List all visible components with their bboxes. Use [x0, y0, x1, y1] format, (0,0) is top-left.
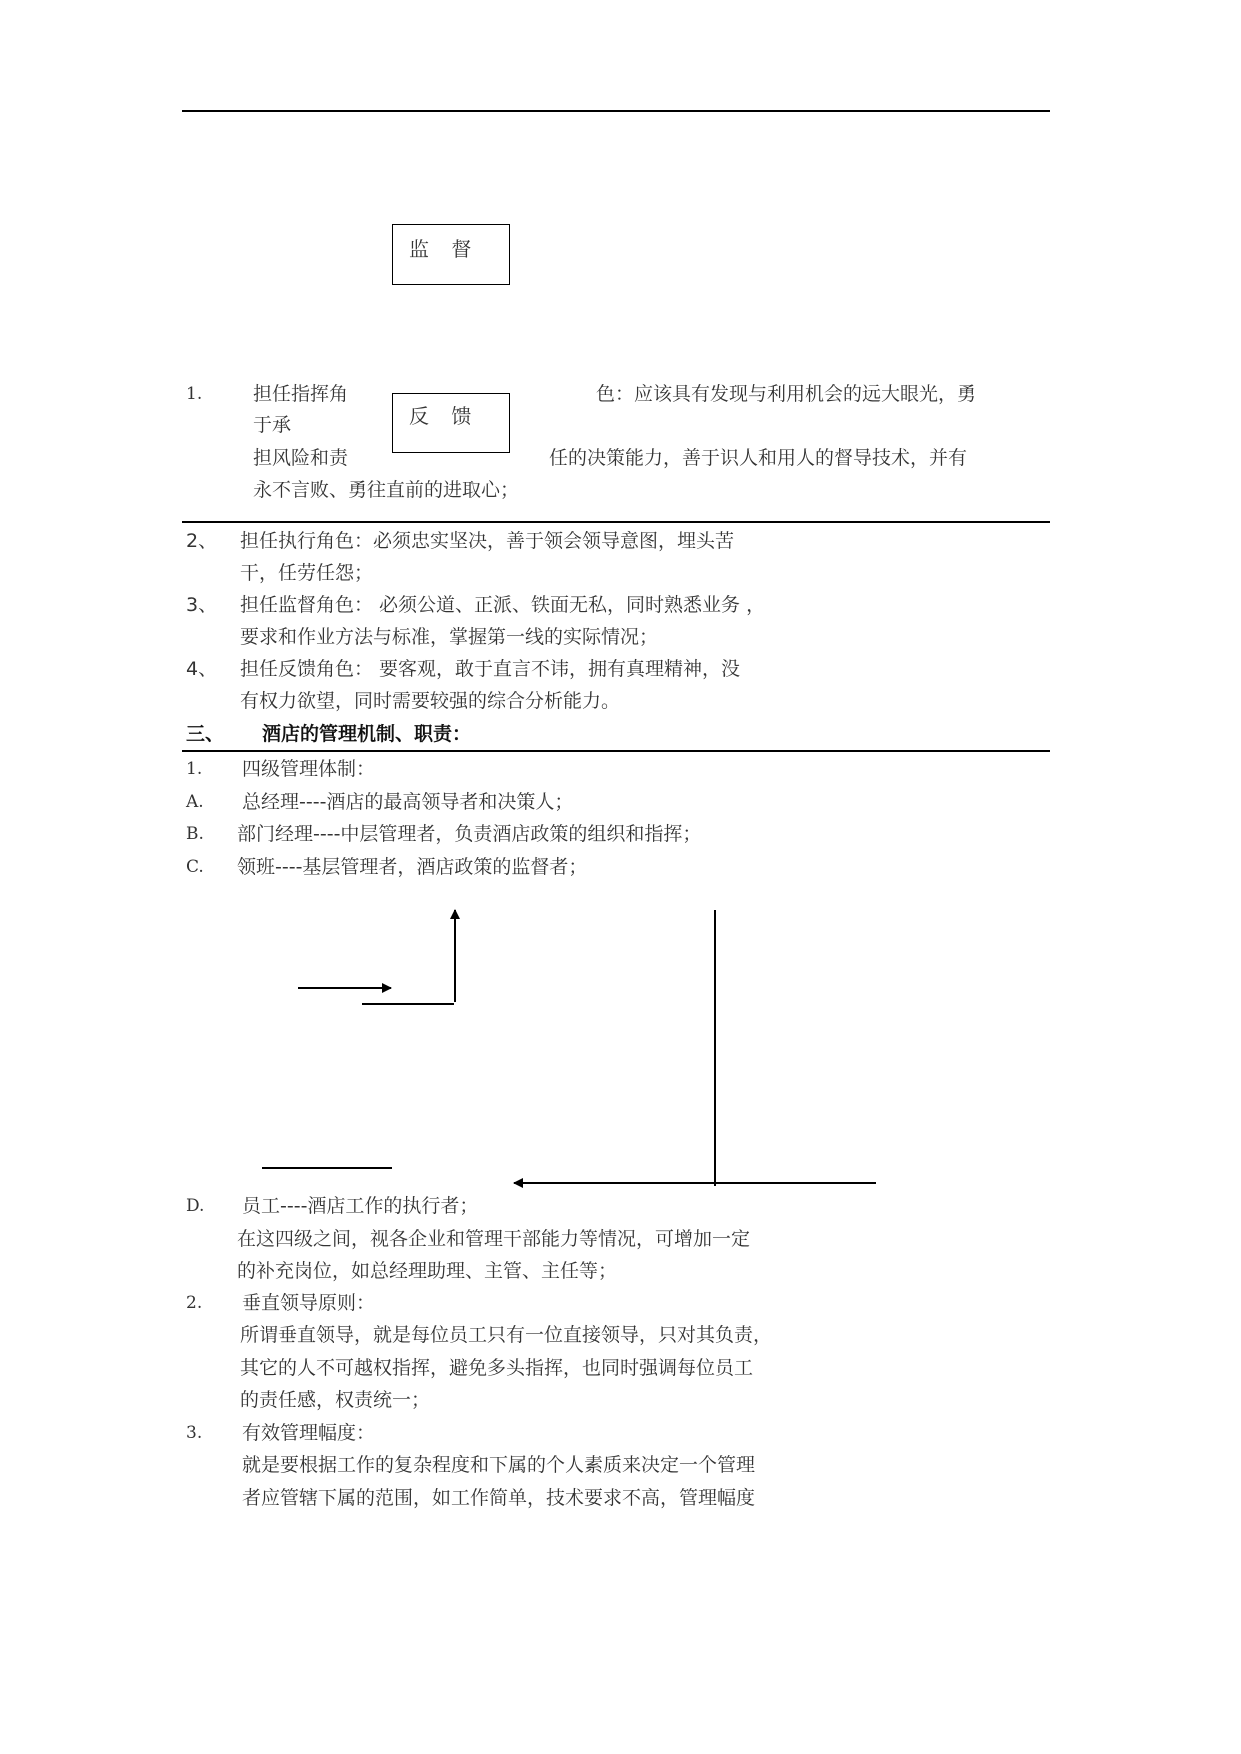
- level-b-text: 部门经理----中层管理者，负责酒店政策的组织和指挥；: [237, 823, 702, 845]
- principle2-heading: 垂直领导原则：: [242, 1292, 376, 1314]
- role3-text-b: 要求和作业方法与标准，掌握第一线的实际情况；: [240, 626, 659, 648]
- levels-number: 1.: [186, 759, 203, 779]
- principle3-text-line1: 就是要根据工作的复杂程度和下属的个人素质来决定一个管理: [242, 1454, 756, 1476]
- level-a-marker: A.: [186, 792, 204, 812]
- level-c-text: 领班----基层管理者，酒店政策的监督者；: [237, 856, 588, 878]
- level-b-marker: B.: [186, 824, 204, 844]
- principle3-number: 3.: [186, 1423, 203, 1443]
- level-d-note-line2: 的补充岗位，如总经理助理、主管、主任等；: [237, 1260, 618, 1282]
- role4-number: 4、: [186, 658, 218, 680]
- role1-text-a: 担任指挥角: [253, 383, 349, 405]
- role3-text-a: 担任监督角色： 必须公道、正派、铁面无私，同时熟悉业务 ，: [240, 594, 766, 616]
- role1-text-d: 担风险和责: [253, 447, 349, 469]
- role4-text-b: 有权力欲望，同时需要较强的综合分析能力。: [240, 690, 621, 712]
- principle2-text-line2: 其它的人不可越权指挥，避免多头指挥，也同时强调每位员工: [240, 1357, 754, 1379]
- level-d-marker: D.: [186, 1196, 205, 1216]
- section3-number: 三、: [186, 723, 225, 745]
- role2-text-a: 担任执行角色：必须忠实坚决，善于领会领导意图，埋头苦: [240, 530, 735, 552]
- principle3-text-line2: 者应管辖下属的范围，如工作简单，技术要求不高，管理幅度: [242, 1487, 756, 1509]
- role1-text-b: 色：应该具有发现与利用机会的远大眼光，勇: [596, 383, 977, 405]
- principle3-heading: 有效管理幅度：: [242, 1422, 376, 1444]
- principle2-number: 2.: [186, 1293, 203, 1313]
- role1-text-e: 任的决策能力，善于识人和用人的督导技术，并有: [549, 447, 968, 469]
- role4-text-a: 担任反馈角色： 要客观，敢于直言不讳，拥有真理精神，没: [240, 658, 741, 680]
- level-d-text: 员工----酒店工作的执行者；: [242, 1195, 479, 1217]
- principle2-text-line1: 所谓垂直领导，就是每位员工只有一位直接领导，只对其负责，: [240, 1324, 773, 1346]
- level-c-marker: C.: [186, 857, 204, 877]
- role1-text-c: 于承: [253, 414, 292, 436]
- level-d-note-line1: 在这四级之间，视各企业和管理干部能力等情况，可增加一定: [237, 1228, 751, 1250]
- role1-number: 1.: [186, 384, 203, 404]
- feedback-label: 反 馈: [409, 404, 480, 428]
- supervise-label: 监 督: [409, 237, 480, 261]
- level-a-text: 总经理----酒店的最高领导者和决策人；: [242, 791, 574, 813]
- role2-text-b: 干，任劳任怨；: [240, 562, 374, 584]
- role1-text-f: 永不言败、勇往直前的进取心；: [253, 479, 520, 501]
- levels-heading: 四级管理体制：: [242, 758, 376, 780]
- principle2-text-line3: 的责任感，权责统一；: [240, 1389, 431, 1411]
- role3-number: 3、: [186, 594, 218, 616]
- section3-title: 酒店的管理机制、职责：: [262, 723, 472, 745]
- role2-number: 2、: [186, 530, 218, 552]
